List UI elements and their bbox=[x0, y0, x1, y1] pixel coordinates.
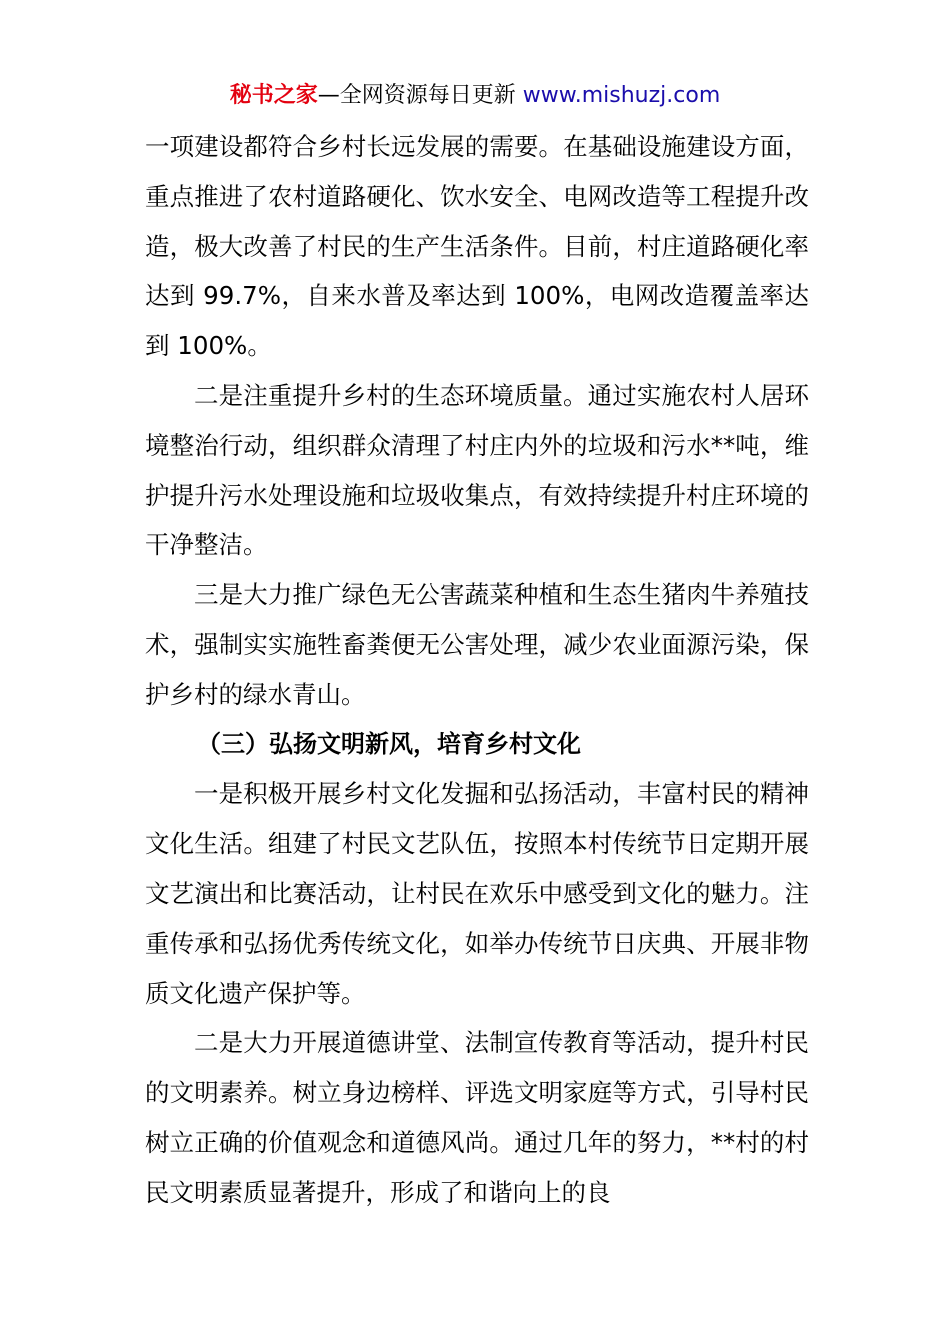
paragraph-culture-activities: 一是积极开展乡村文化发掘和弘扬活动，丰富村民的精神文化生活。组建了村民文艺队伍，按照本村传统节日定期开展文艺演出和比赛活动，让村民在欢乐中感受到文化的魅力。注重传承和弘扬优秀传统文化，如举办传统节日庆典、开展非物质文化遗产保护等。 bbox=[145, 779, 809, 1008]
header-tagline: —全网资源每日更新 bbox=[317, 83, 523, 108]
paragraph-infrastructure: 一项建设都符合乡村长远发展的需要。在基础设施建设方面，重点推进了农村道路硬化、饮水安全、电网改造等工程提升改造，极大改善了村民的生产生活条件。目前，村庄道路硬化率达到 99.7%，自来水普及率达到 100%，电网改造覆盖率达到 100%。 bbox=[145, 132, 809, 361]
paragraph-moral-education: 二是大力开展道德讲堂、法制宣传教育等活动，提升村民的文明素养。树立身边榜样、评选文明家庭等方式，引导村民树立正确的价值观念和道德风尚。通过几年的努力，**村的村民文明素质显著提升，形成了和谐向上的良 bbox=[145, 1028, 809, 1207]
paragraph-green-agriculture: 三是大力推广绿色无公害蔬菜种植和生态生猪肉牛养殖技术，强制实实施牲畜粪便无公害处理，减少农业面源污染，保护乡村的绿水青山。 bbox=[145, 580, 809, 709]
section-heading-culture: （三）弘扬文明新风，培育乡村文化 bbox=[197, 729, 581, 758]
document-body bbox=[145, 122, 809, 1218]
paragraph-ecology: 二是注重提升乡村的生态环境质量。通过实施农村人居环境整治行动，组织群众清理了村庄内外的垃圾和污水**吨，维护提升污水处理设施和垃圾收集点，有效持续提升村庄环境的干净整洁。 bbox=[145, 380, 809, 560]
page-header bbox=[0, 80, 950, 112]
website-link[interactable]: www.mishuzj.com bbox=[522, 83, 721, 108]
brand-name: 秘书之家 bbox=[229, 83, 318, 108]
